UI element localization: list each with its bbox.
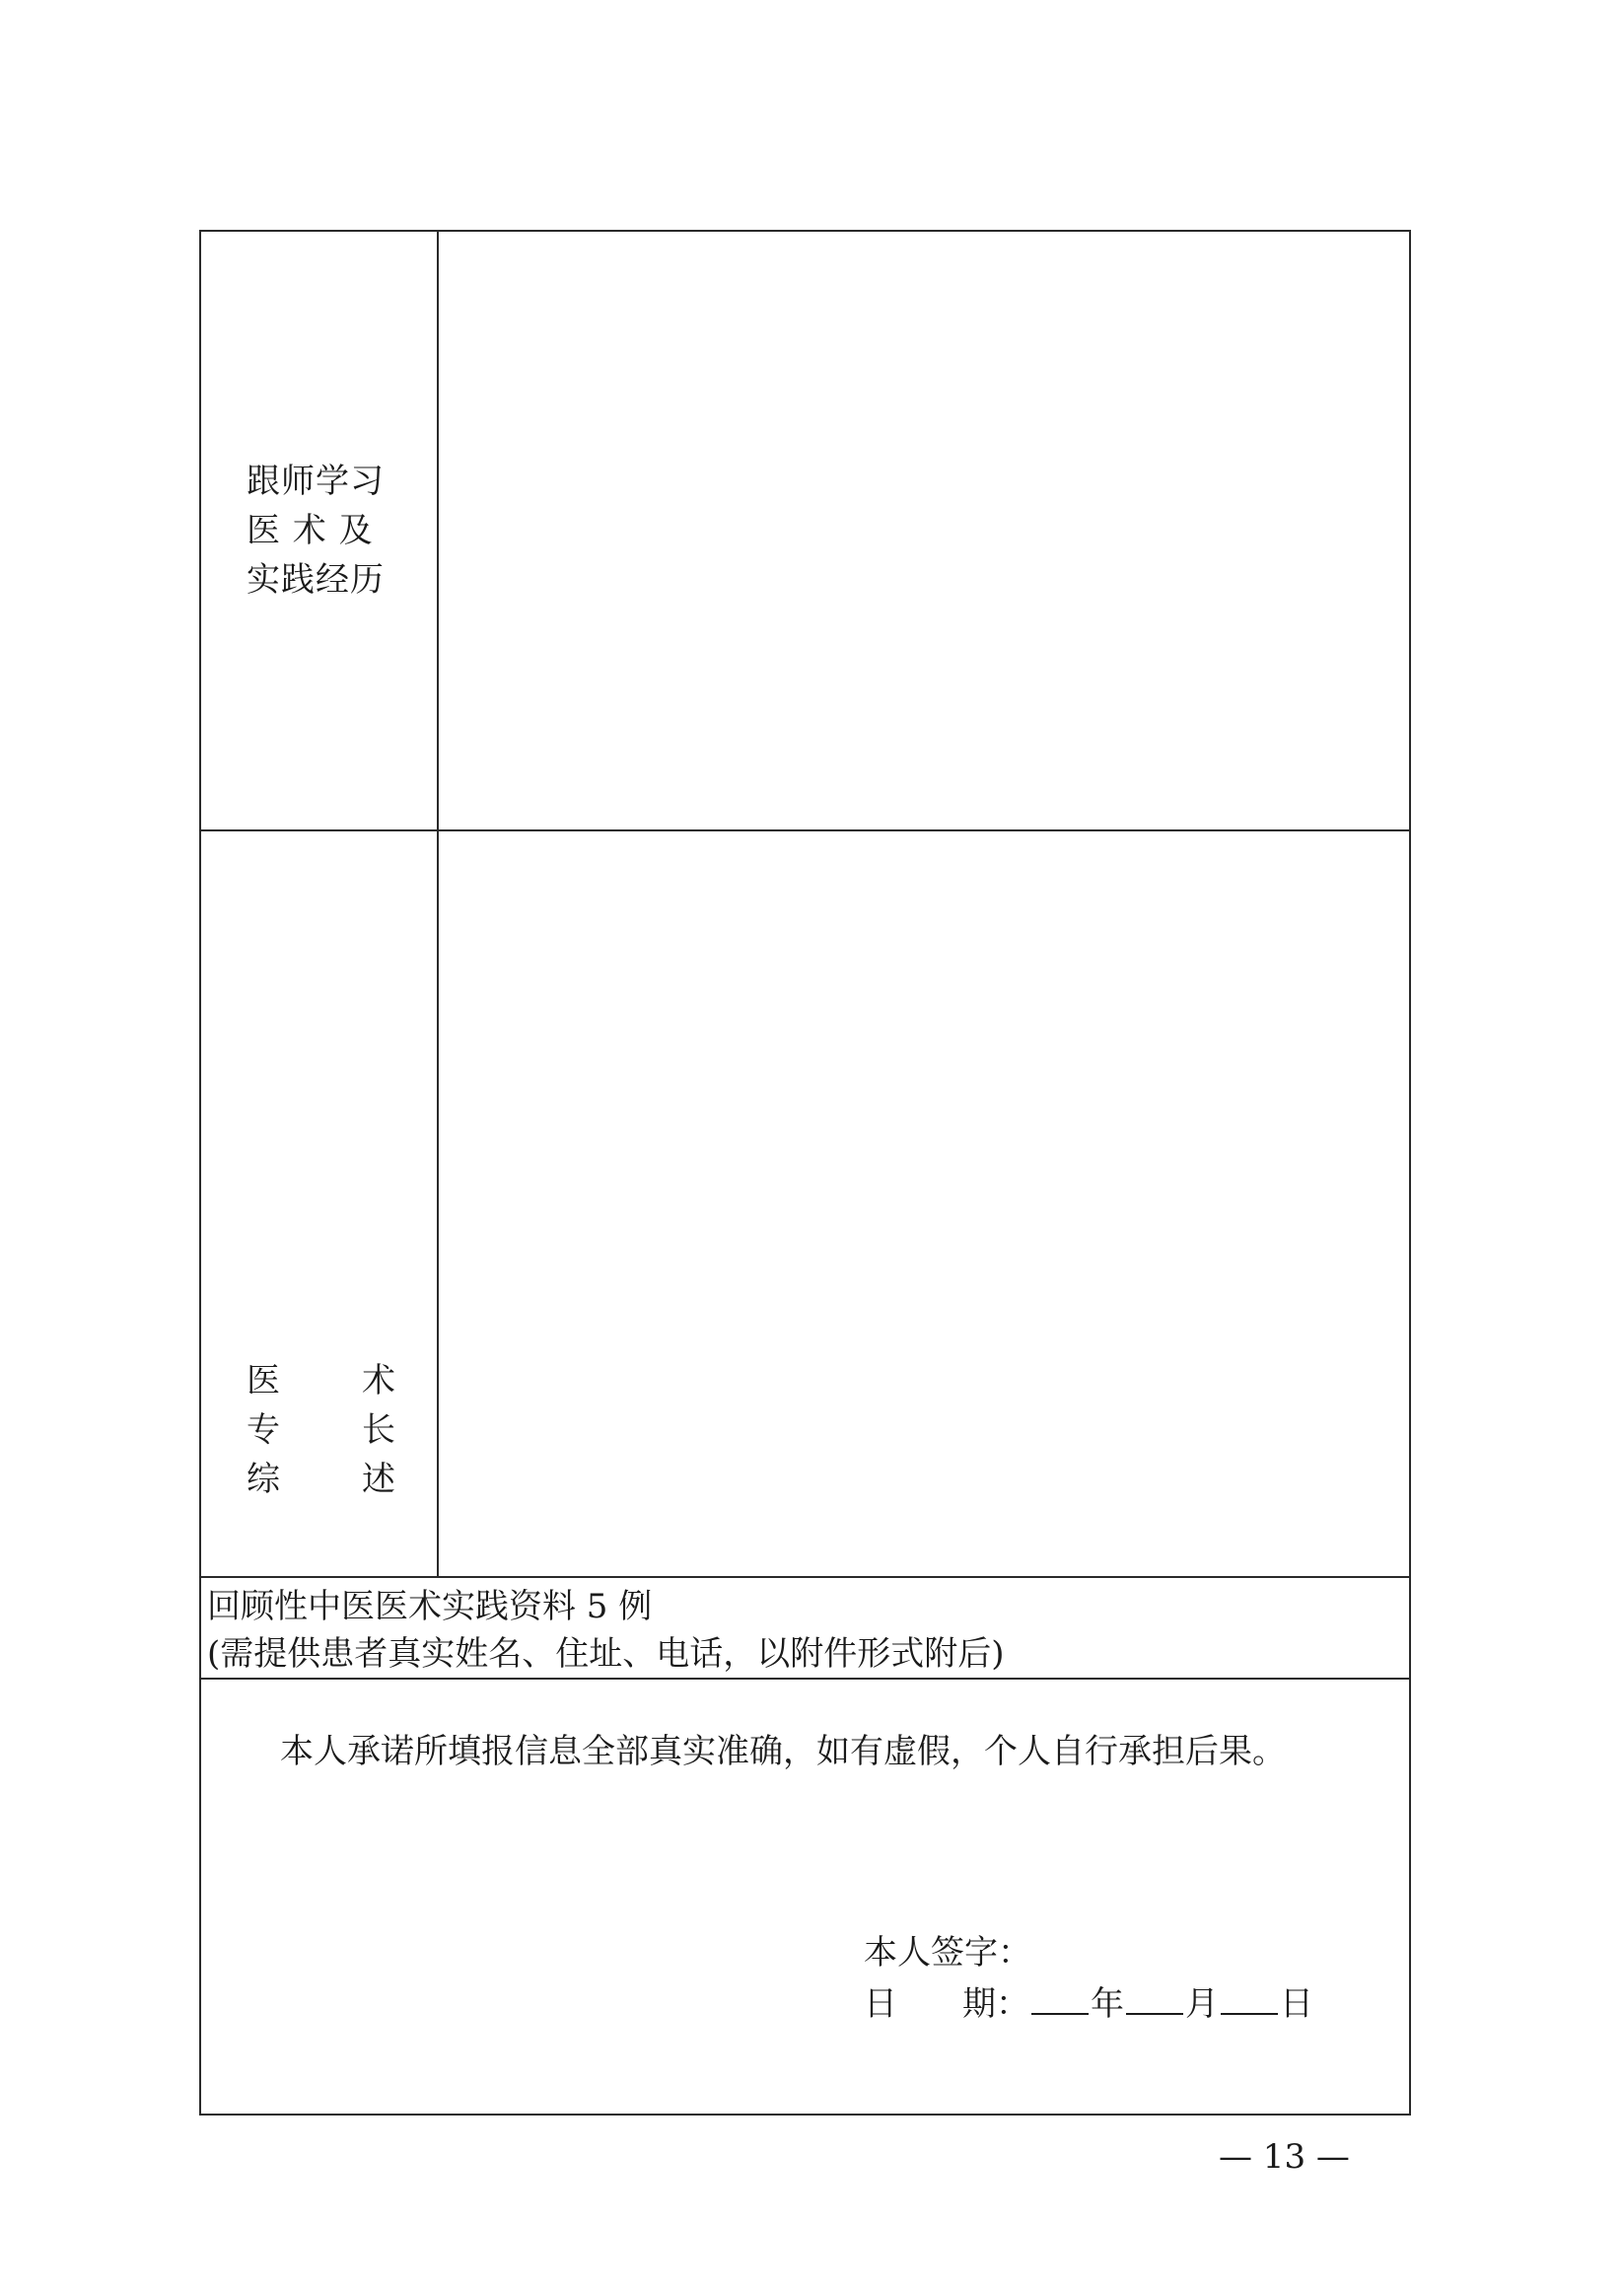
signature-label: 本人签字： [864,1933,1031,1973]
date-label-char: 期： [962,1984,1029,2024]
row-case-materials [201,1578,1409,1680]
label-line [247,1356,396,1405]
label-char: 术 [362,1361,396,1400]
month-blank[interactable] [1126,1977,1183,2015]
medical-specialty-content-field[interactable] [439,831,1409,1576]
application-form-table [199,230,1411,2116]
label-line: 实践经历 [247,560,385,600]
label-char: 述 [362,1460,396,1499]
date-line [864,1977,1313,2029]
label-cell-study-experience [201,232,439,829]
medical-specialty-label [247,1356,404,1504]
row-medical-specialty [201,831,1409,1578]
page-number: — 13 — [1219,2137,1350,2177]
month-label: 月 [1185,1984,1219,2024]
date-label [864,1979,1029,2029]
case-materials-title: 回顾性中医医术实践资料 5 例 [207,1587,653,1626]
study-experience-label [247,457,385,605]
label-line [247,1405,396,1455]
row-pledge [201,1680,1409,2114]
study-experience-content-field[interactable] [439,232,1409,829]
year-blank[interactable] [1031,1977,1089,2015]
label-char: 长 [362,1410,396,1450]
date-label-char: 日 [864,1984,897,2024]
label-char: 医 [247,1361,281,1400]
label-line: 跟师学习 [247,462,385,501]
label-char: 专 [247,1410,281,1450]
label-line [247,1455,396,1504]
day-label: 日 [1280,1984,1313,2024]
label-char: 综 [247,1460,281,1499]
year-label: 年 [1091,1984,1124,2024]
day-blank[interactable] [1221,1977,1278,2015]
row-study-experience [201,232,1409,831]
label-cell-medical-specialty [201,831,439,1576]
label-line: 医 术 及 [247,511,374,550]
case-materials-note: (需提供患者真实姓名、住址、电话，以附件形式附后) [207,1634,1005,1674]
pledge-statement: 本人承诺所填报信息全部真实准确，如有虚假，个人自行承担后果。 [280,1732,1286,1771]
